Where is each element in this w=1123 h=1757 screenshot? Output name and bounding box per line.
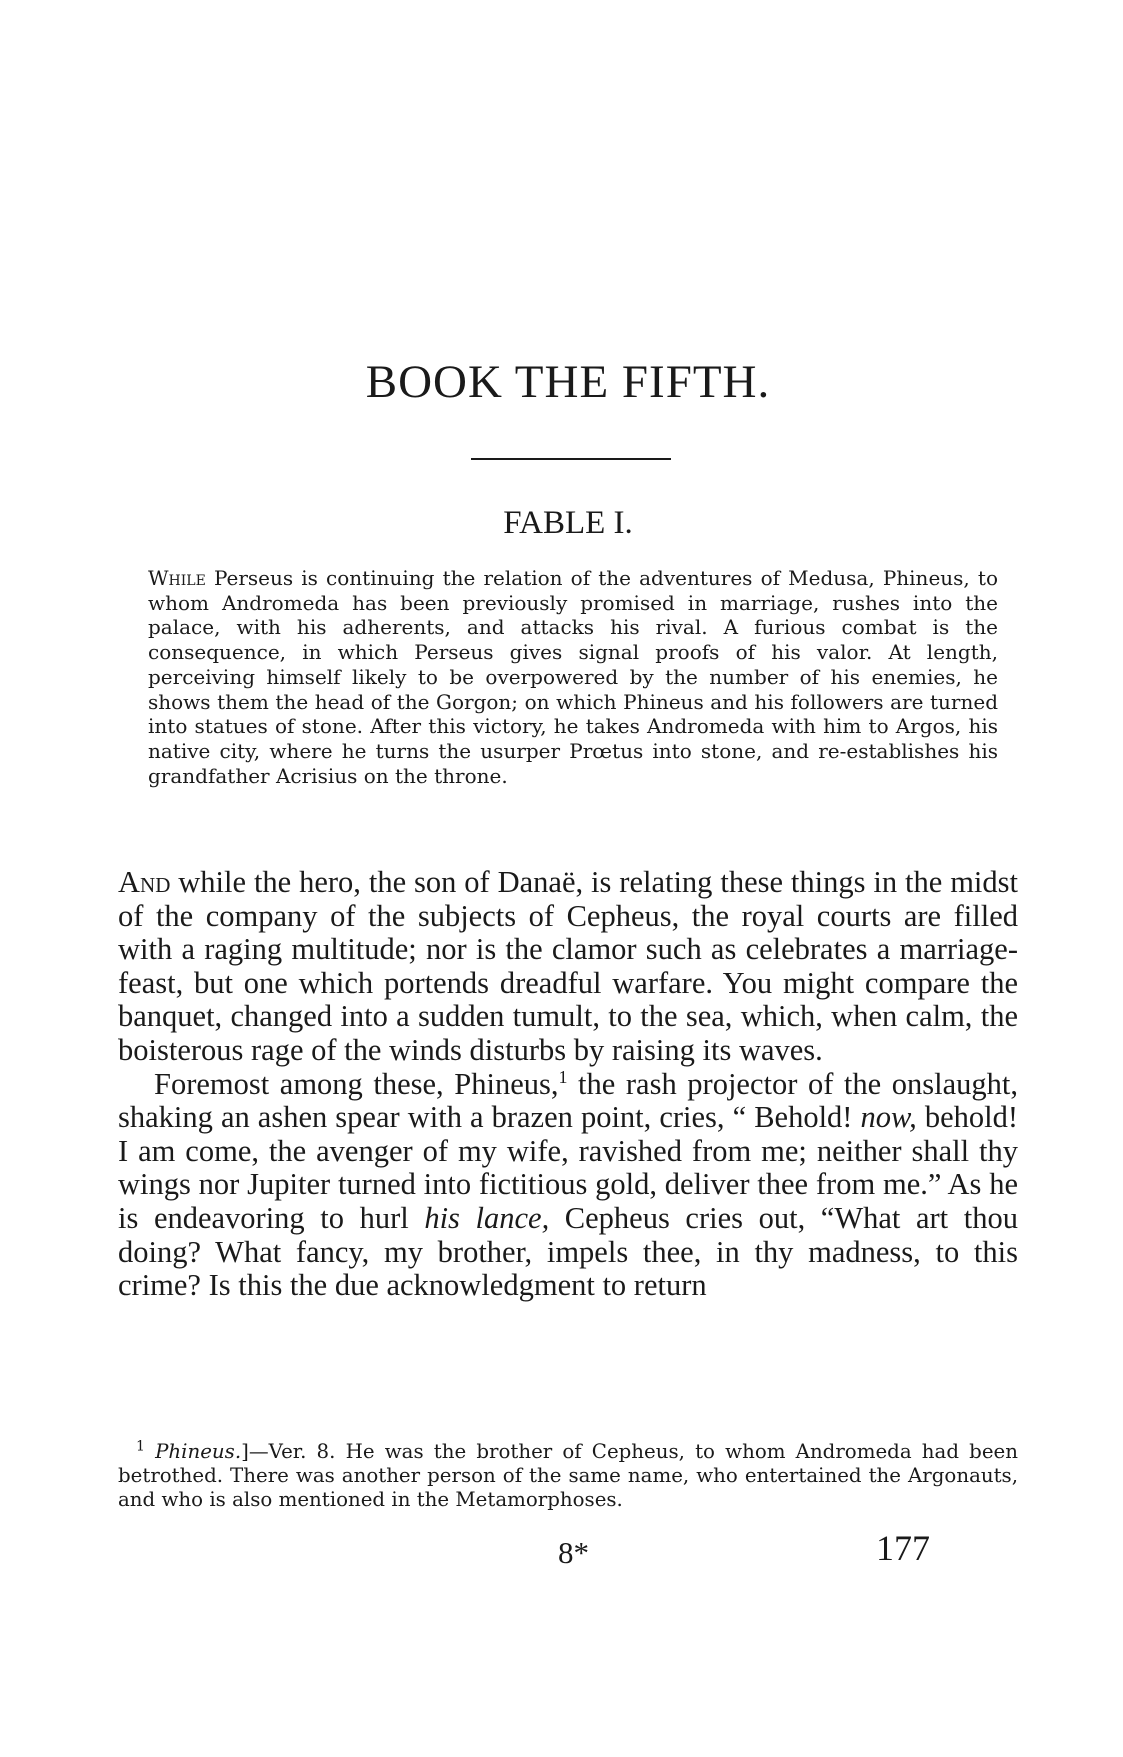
paragraph-2-text-c: behold! I am come, the avenger of my wife, ravished from me; neither shall thy wings nor Jupiter turned into fictitious gold, deliver thee from me.” As he is endeavoring to hurl	[118, 1100, 1018, 1235]
fable-argument	[148, 566, 998, 788]
argument-lead-word: While	[148, 566, 206, 590]
argument-text: Perseus is continuing the relation of the adventures of Medusa, Phineus, to whom Andromeda has been previously promised in marriage, rushes into the palace, with his adherents, and attacks his rival. A furious combat is the consequence, in which Perseus gives signal proofs of his valor. At length, perceiving himself likely to be overpowered by the number of his enemies, he shows them the head of the Gorgon; on which Phineus and his followers are turned into statues of stone. After this victory, he takes Andromeda with him to Argos, his native city, where he turns the usurper Prœtus into stone, and re-establishes his grandfather Acrisius on the throne.	[148, 566, 998, 788]
paragraph-1-text: while the hero, the son of Danaë, is relating these things in the midst of the company of the subjects of Cepheus, the royal courts are filled with a raging multitude; nor is the clamor such as celebrates a marriage-feast, but one which portends dreadful warfare. You might compare the banquet, changed into a sudden tumult, to the sea, which, when calm, the boisterous rage of the winds disturbs by raising its waves.	[118, 865, 1018, 1067]
paragraph-2-text-b: the rash projector of the onslaught, shaking an ashen spear with a brazen point, cries, “ Behold!	[118, 1066, 1019, 1135]
signature-mark: 8*	[558, 1535, 589, 1570]
footnote-number: 1	[136, 1438, 145, 1455]
footnote-text: ]—Ver. 8. He was the brother of Cepheus, to whom Andromeda had been betrothed. There was another person of the same name, who entertained the Argonauts, and who is also mentioned in the Metamorphoses.	[118, 1440, 1018, 1511]
paragraph-2	[118, 1068, 1018, 1303]
paragraph-1-lead-word: And	[118, 865, 171, 899]
page-number: 177	[876, 1528, 930, 1568]
paragraph-1	[118, 866, 1018, 1068]
title-divider	[471, 458, 671, 460]
footnote-reference: 1	[558, 1066, 568, 1087]
paragraph-2-italic-lance: his lance,	[424, 1200, 550, 1235]
fable-title: FABLE I.	[503, 505, 633, 541]
footnote-term: Phineus.	[155, 1440, 242, 1463]
main-text	[118, 866, 1018, 1303]
book-page	[118, 0, 1018, 1757]
book-title: BOOK THE FIFTH.	[365, 356, 771, 408]
footnote	[118, 1440, 1018, 1512]
paragraph-2-italic-now: now,	[860, 1100, 917, 1135]
paragraph-2-text-a: Foremost among these, Phineus,	[154, 1066, 559, 1101]
paragraph-2-text-d: Cepheus cries out, “What art thou doing? What fancy, my brother, impels thee, in thy madness, to this crime? Is this the due acknowledgment to return	[118, 1200, 1018, 1303]
